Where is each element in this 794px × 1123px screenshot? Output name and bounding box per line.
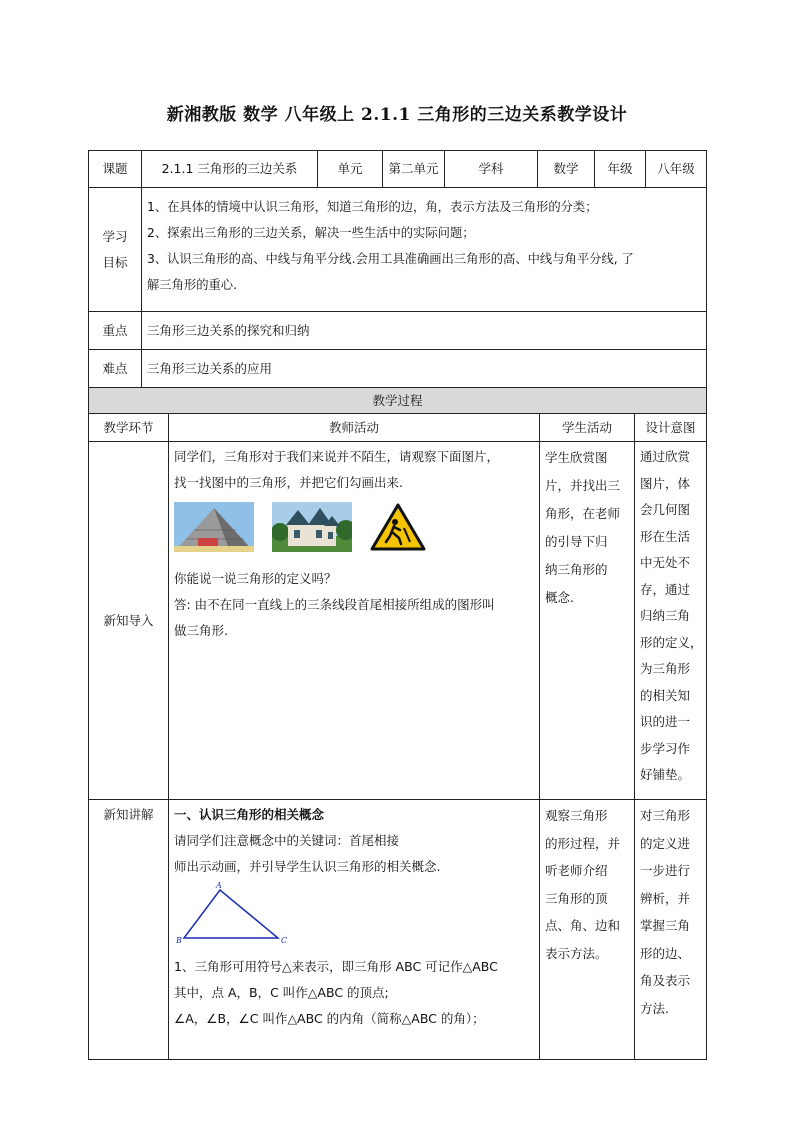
lecture-intent-line: 形的边、 xyxy=(640,945,691,961)
col-teacher-label: 教师活动 xyxy=(328,419,379,435)
intro-stage-cell xyxy=(88,441,169,800)
col-intent-header xyxy=(634,413,707,442)
objective-line: 3、认识三角形的高、中线与角平分线.会用工具准确画出三角形的高、中线与角平分线, 了 xyxy=(147,252,634,266)
difficulty-label-cell xyxy=(88,349,142,388)
objective-line: 1、在具体的情境中认识三角形，知道三角形的边，角，表示方法及三角形的分类； xyxy=(147,200,598,214)
grade-label: 年级 xyxy=(607,161,633,176)
triangle-figure xyxy=(174,880,534,954)
lecture-stage-cell xyxy=(88,799,169,1060)
grade-label-cell xyxy=(594,150,646,188)
grade-value: 八年级 xyxy=(657,161,695,176)
lecture-intent-cell xyxy=(634,799,707,1060)
lecture-stage: 新知讲解 xyxy=(103,807,154,822)
lecture-student-line: 的形过程，并 xyxy=(545,835,621,851)
lecture-student-cell xyxy=(539,799,635,1060)
key-point-label: 重点 xyxy=(102,322,128,338)
lecture-student-line: 点、角、边和 xyxy=(545,918,621,933)
objectives-label-1: 学习 xyxy=(102,228,128,244)
lecture-teacher-line: ∠A，∠B，∠C 叫作△ABC 的内角（简称△ABC 的角）； xyxy=(174,1011,485,1026)
objectives-label-2: 目标 xyxy=(102,254,128,270)
lecture-teacher-line: 其中，点 A，B，C 叫作△ABC 的顶点; xyxy=(174,985,389,1000)
intro-student-line: 片，并找出三 xyxy=(545,478,621,493)
intro-intent-line: 图片，体 xyxy=(640,475,691,491)
lecture-student-line: 观察三角形 xyxy=(545,808,608,823)
topic-label-cell xyxy=(88,150,142,188)
objectives-content xyxy=(141,187,707,312)
lecture-teacher-cell xyxy=(168,799,540,1060)
intro-intent-line: 归纳三角 xyxy=(640,608,691,623)
lecture-intent-line: 的定义进 xyxy=(640,835,691,851)
lecture-student-line: 听老师介绍 xyxy=(545,863,608,878)
lecture-intent-line: 对三角形 xyxy=(640,808,691,823)
subject-label: 学科 xyxy=(478,161,504,176)
col-intent-label: 设计意图 xyxy=(645,419,696,435)
triangle-abc-diagram xyxy=(174,880,294,950)
intro-intent-line: 为三角形 xyxy=(640,661,691,676)
intro-intent-line: 识的进一 xyxy=(640,714,691,729)
lecture-intent-line: 一步进行 xyxy=(640,863,691,878)
subject-label-cell xyxy=(444,150,538,188)
intro-intent-line: 的相关知 xyxy=(640,687,691,703)
intro-intent-cell xyxy=(634,441,707,800)
key-point-label-cell xyxy=(88,311,142,350)
intro-student-cell xyxy=(539,441,635,800)
pyramid-photo xyxy=(174,502,254,552)
intro-stage: 新知导入 xyxy=(103,612,154,628)
house-photo xyxy=(272,502,352,552)
col-stage-header xyxy=(88,413,169,442)
intro-teacher-line: 你能说一说三角形的定义吗？ xyxy=(174,571,337,586)
objectives-label-cell xyxy=(88,187,142,312)
lecture-teacher-line: 1、三角形可用符号△来表示，即三角形 ABC 可记作△ABC xyxy=(174,959,498,974)
topic-value-cell xyxy=(141,150,318,188)
intro-student-line: 纳三角形的 xyxy=(545,562,608,577)
subject-value: 数学 xyxy=(553,161,579,176)
intro-teacher-line: 同学们，三角形对于我们来说并不陌生，请观察下面图片， xyxy=(174,449,500,464)
difficulty-value: 三角形三边关系的应用 xyxy=(147,361,273,376)
intro-intent-line: 存，通过 xyxy=(640,581,691,597)
vertex-a-label: A xyxy=(216,881,222,890)
intro-intent-line: 好铺垫。 xyxy=(640,767,691,782)
intro-intent-line: 步学习作 xyxy=(640,740,691,756)
difficulty-label: 难点 xyxy=(102,360,128,376)
lesson-table xyxy=(88,150,707,1060)
lecture-intent-line: 掌握三角 xyxy=(640,918,691,933)
intro-teacher-line: 做三角形. xyxy=(174,623,228,638)
intro-teacher-line: 答: 由不在同一直线上的三条线段首尾相接所组成的图形叫 xyxy=(174,597,495,612)
objective-line: 解三角形的重心. xyxy=(147,278,237,292)
topic-label: 课题 xyxy=(102,161,128,176)
intro-teacher-cell xyxy=(168,441,540,800)
col-stage-label: 教学环节 xyxy=(103,419,154,435)
intro-intent-line: 会几何图 xyxy=(640,502,691,517)
vertex-b-label: B xyxy=(176,936,182,945)
intro-intent-line: 通过欣赏 xyxy=(640,449,691,464)
subject-value-cell xyxy=(537,150,595,188)
unit-label: 单元 xyxy=(337,161,363,176)
intro-intent-line: 形的定义， xyxy=(640,634,703,650)
col-teacher-header xyxy=(168,413,540,442)
intro-intent-line: 形在生活 xyxy=(640,528,691,544)
intro-student-line: 概念. xyxy=(545,590,574,605)
lecture-student-line: 三角形的顶 xyxy=(545,890,608,906)
key-point-value: 三角形三边关系的探究和归纳 xyxy=(147,323,310,338)
unit-value-cell xyxy=(382,150,445,188)
process-title-cell xyxy=(88,387,707,414)
lecture-teacher-line: 师出示动画，并引导学生认识三角形的相关概念. xyxy=(174,859,441,874)
lecture-intent-line: 方法. xyxy=(640,1000,669,1016)
page-title: 新湘教版 数学 八年级上 2.1.1 三角形的三边关系教学设计 xyxy=(166,105,628,125)
lecture-student-line: 表示方法。 xyxy=(545,945,608,961)
topic-value: 2.1.1 三角形的三边关系 xyxy=(161,161,298,176)
vertex-c-label: C xyxy=(281,936,288,945)
process-title: 教学过程 xyxy=(372,392,423,408)
lecture-intent-line: 角及表示 xyxy=(640,973,691,988)
intro-student-line: 的引导下归 xyxy=(545,534,608,549)
lecture-intent-line: 辨析，并 xyxy=(640,890,691,906)
intro-student-line: 角形，在老师 xyxy=(545,506,621,521)
lecture-teacher-line: 请同学们注意概念中的关键词：首尾相接 xyxy=(174,833,400,848)
col-student-label: 学生活动 xyxy=(561,419,612,435)
warning-sign-icon xyxy=(370,502,426,552)
unit-value: 第二单元 xyxy=(388,161,439,176)
unit-label-cell xyxy=(317,150,383,188)
grade-value-cell xyxy=(645,150,707,188)
intro-images xyxy=(174,502,534,564)
intro-teacher-line: 找一找图中的三角形，并把它们勾画出来. xyxy=(174,475,403,490)
col-student-header xyxy=(539,413,635,442)
objective-line: 2、探索出三角形的三边关系，解决一些生活中的实际问题； xyxy=(147,226,475,240)
intro-student-line: 学生欣赏图 xyxy=(545,450,608,465)
difficulty-value-cell xyxy=(141,349,707,388)
lecture-heading: 一、认识三角形的相关概念 xyxy=(174,807,325,822)
triangle-abc xyxy=(184,890,278,938)
intro-intent-line: 中无处不 xyxy=(640,555,691,570)
key-point-value-cell xyxy=(141,311,707,350)
